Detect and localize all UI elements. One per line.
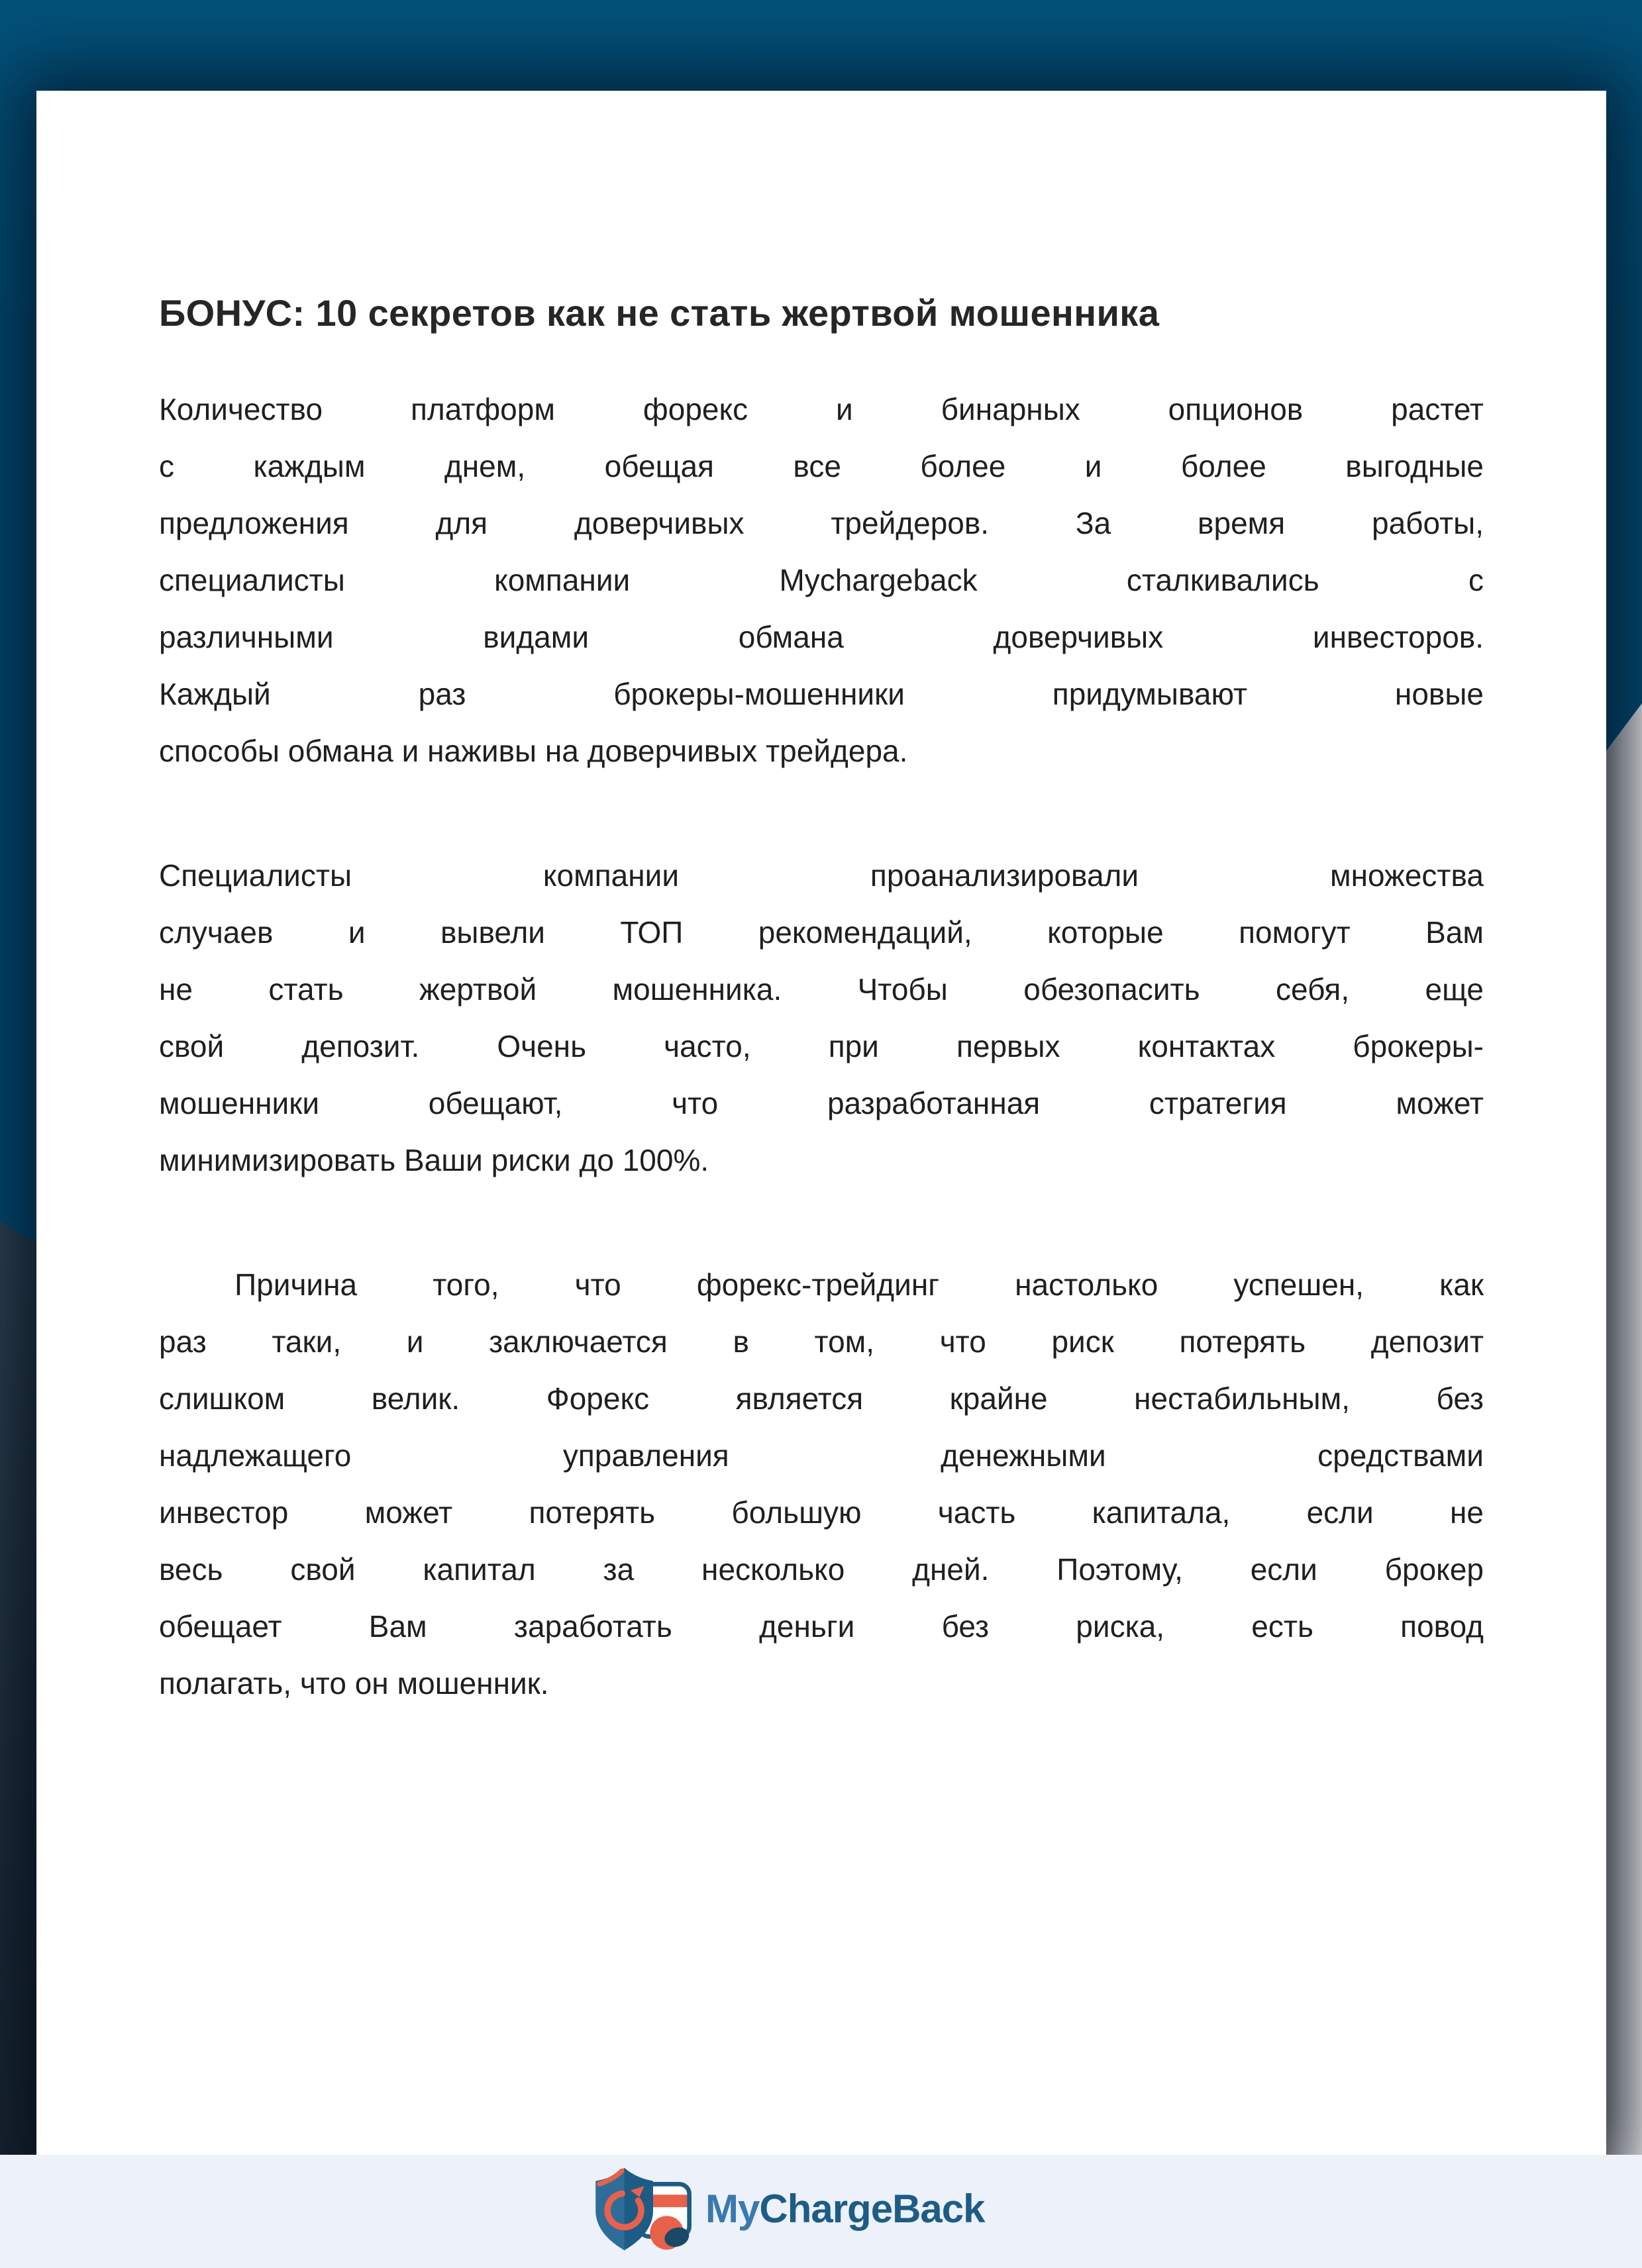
article bbox=[159, 289, 1484, 1712]
text-line: с каждым днем, обещая все более и более выгодные bbox=[159, 449, 1484, 483]
text-line: способы обмана и наживы на доверчивых трейдера. bbox=[159, 734, 908, 768]
text-line: предложения для доверчивых трейдеров. За время работы, bbox=[159, 506, 1484, 540]
text-line: слишком велик. Форекс является крайне нестабильным, без bbox=[159, 1381, 1484, 1416]
text-line: Причина того, что форекс-трейдинг настолько успешен, как bbox=[159, 1267, 1484, 1302]
paragraph bbox=[159, 847, 1484, 1189]
text-line: мошенники обещают, что разработанная стратегия может bbox=[159, 1086, 1484, 1120]
text-line: не стать жертвой мошенника. Чтобы обезопасить себя, еще bbox=[159, 972, 1484, 1007]
text-line: случаев и вывели ТОП рекомендаций, которые помогут Вам bbox=[159, 915, 1484, 950]
article-text bbox=[159, 381, 1484, 1712]
logo-wordmark bbox=[705, 2165, 985, 2253]
paragraph bbox=[159, 381, 1484, 779]
text-line: Количество платформ форекс и бинарных опционов растет bbox=[159, 392, 1484, 426]
paragraph bbox=[159, 1256, 1484, 1712]
text-line: раз таки, и заключается в том, что риск потерять депозит bbox=[159, 1324, 1484, 1359]
decorative-slate-column bbox=[0, 1222, 36, 2155]
text-line: полагать, что он мошенник. bbox=[159, 1666, 549, 1701]
text-line: различными видами обмана доверчивых инвесторов. bbox=[159, 620, 1484, 654]
text-line: минимизировать Ваши риски до 100%. bbox=[159, 1143, 709, 1177]
mychargeback-logo bbox=[591, 2165, 985, 2253]
text-line: инвестор может потерять большую часть капитала, если не bbox=[159, 1495, 1484, 1530]
logo-text-my: My bbox=[705, 2187, 760, 2231]
text-line: весь свой капитал за несколько дней. Поэтому, если брокер bbox=[159, 1552, 1484, 1587]
text-line: свой депозит. Очень часто, при первых контактах брокеры- bbox=[159, 1029, 1484, 1063]
shield-card-logo-icon bbox=[591, 2165, 692, 2253]
text-line: надлежащего управления денежными средствами bbox=[159, 1438, 1484, 1473]
text-line: обещает Вам заработать деньги без риска, есть повод bbox=[159, 1609, 1484, 1644]
decorative-gray-column bbox=[1606, 703, 1642, 2155]
text-line: специалисты компании Mychargeback сталкивались с bbox=[159, 563, 1484, 597]
text-line: Каждый раз брокеры-мошенники придумывают новые bbox=[159, 677, 1484, 711]
document-page bbox=[36, 91, 1606, 2155]
logo-text-chargeback: ChargeBack bbox=[759, 2187, 985, 2231]
page-title: БОНУС: 10 секретов как не стать жертвой мошенника bbox=[159, 292, 1160, 334]
text-line: Специалисты компании проанализировали множества bbox=[159, 858, 1484, 893]
